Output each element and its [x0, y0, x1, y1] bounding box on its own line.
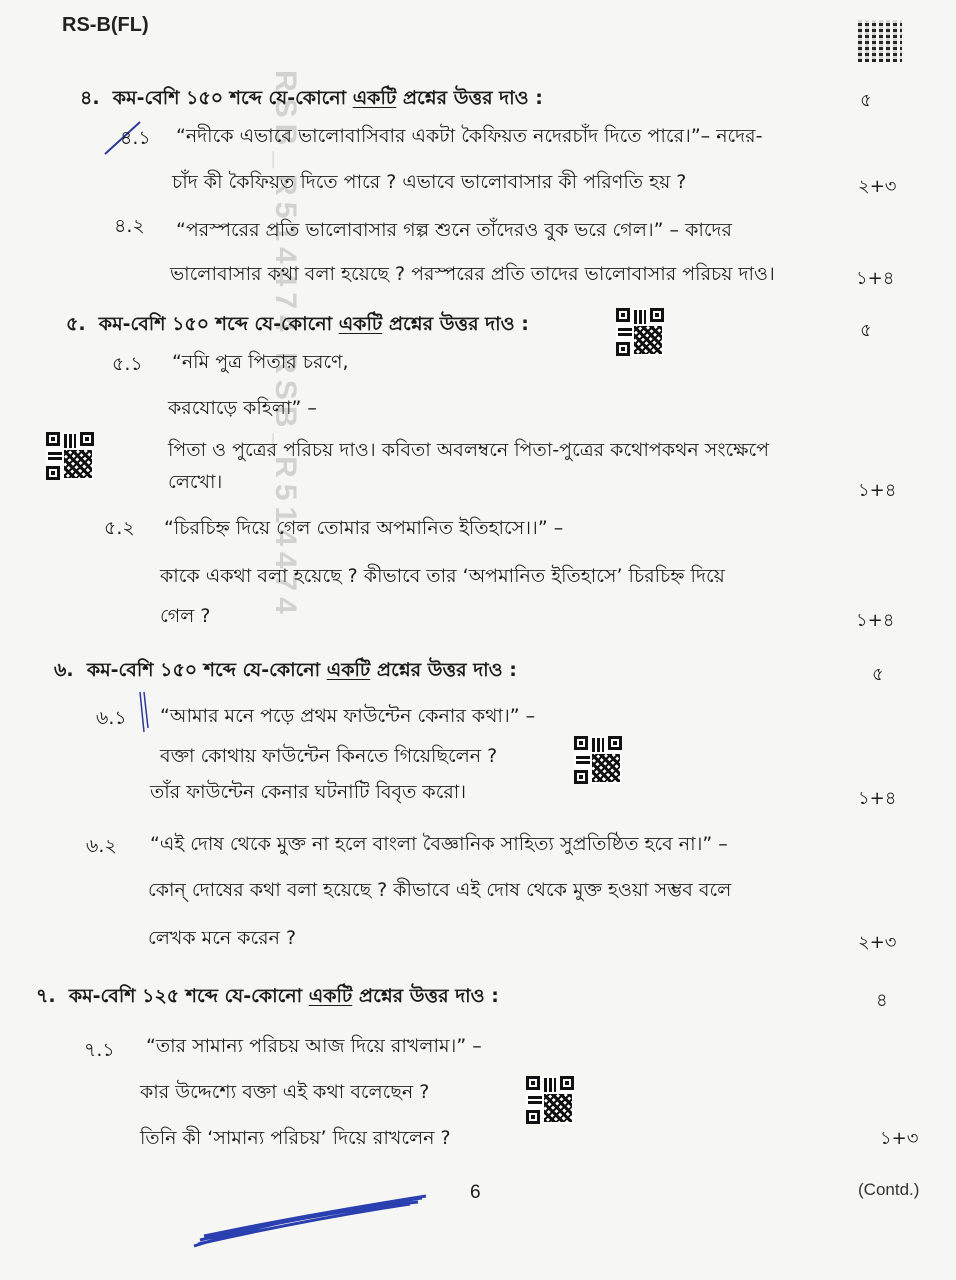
question-text: “আমার মনে পড়ে প্রথম ফাউন্টেন কেনার কথা।” – — [160, 705, 536, 727]
section-marks: ৫ — [860, 320, 872, 341]
section-7-heading: ৭. কম-বেশি ১২৫ শব্দে যে-কোনো একটি প্রশ্নের উত্তর দাও : — [36, 985, 499, 1007]
question-text: তাঁর ফাউন্টেন কেনার ঘটনাটি বিবৃত করো। — [150, 781, 467, 803]
continued-label: (Contd.) — [858, 1180, 920, 1199]
section-marks: ৪ — [876, 990, 888, 1011]
question-number: ৭.১ — [84, 1039, 115, 1061]
question-number: ৫.২ — [104, 517, 135, 539]
question-marks: ২+৩ — [858, 932, 897, 953]
question-marks: ১+৪ — [856, 610, 895, 631]
question-marks: ১+৩ — [880, 1128, 919, 1149]
question-marks: ১+৪ — [856, 268, 895, 289]
question-text: “এই দোষ থেকে মুক্ত না হলে বাংলা বৈজ্ঞানিক সাহিত্য সুপ্রতিষ্ঠিত হবে না।” – — [150, 833, 728, 855]
question-text: “চিরচিহ্ন দিয়ে গেল তোমার অপমানিত ইতিহাসে।।” – — [164, 517, 564, 539]
question-text: করযোড়ে কহিলা” – — [168, 397, 317, 419]
question-text: বক্তা কোথায় ফাউন্টেন কিনতে গিয়েছিলেন ? — [160, 745, 498, 767]
qr-code-icon — [526, 1076, 574, 1124]
question-text: পিতা ও পুত্রের পরিচয় দাও। কবিতা অবলম্বনে পিতা-পুত্রের কথোপকথন সংক্ষেপে — [168, 439, 770, 461]
question-marks: ২+৩ — [858, 176, 897, 197]
handwritten-scribble-icon — [190, 1190, 430, 1250]
question-text: “নদীকে এভাবে ভালোবাসিবার একটা কৈফিয়ত নদেরচাঁদ দিতে পারে।”– নদের- — [176, 125, 763, 147]
question-marks: ১+৪ — [858, 788, 897, 809]
question-text: গেল ? — [160, 605, 211, 627]
question-text: “পরস্পরের প্রতি ভালোবাসার গল্প শুনে তাঁদেরও বুক ভরে গেল।” – কাদের — [176, 219, 732, 241]
qr-code-icon — [574, 736, 622, 784]
page-number: 6 — [470, 1182, 481, 1203]
question-number: ৫.১ — [112, 353, 143, 375]
question-number: ৬.১ — [96, 707, 127, 729]
question-text: লেখো। — [168, 471, 223, 493]
datamatrix-code-icon — [858, 20, 902, 62]
question-text: ভালোবাসার কথা বলা হয়েছে ? পরস্পরের প্রতি তাদের ভালোবাসার পরিচয় দাও। — [170, 263, 775, 285]
section-4-heading: ৪. কম-বেশি ১৫০ শব্দে যে-কোনো একটি প্রশ্নের উত্তর দাও : — [80, 87, 543, 109]
watermark: RSB_R514474 RSB_R514474 — [269, 70, 302, 620]
question-number: ৪.১ — [120, 127, 151, 149]
question-text: “নমি পুত্র পিতার চরণে, — [172, 351, 349, 373]
question-text: তিনি কী ‘সামান্য পরিচয়’ দিয়ে রাখলেন ? — [140, 1127, 451, 1149]
question-text: কোন্ দোষের কথা বলা হয়েছে ? কীভাবে এই দোষ থেকে মুক্ত হওয়া সম্ভব বলে — [148, 879, 732, 901]
paper-code: RS-B(FL) — [62, 14, 149, 36]
qr-code-icon — [46, 432, 94, 480]
question-text: কাকে একথা বলা হয়েছে ? কীভাবে তার ‘অপমানিত ইতিহাসে’ চিরচিহ্ন দিয়ে — [160, 565, 725, 587]
section-marks: ৫ — [872, 664, 884, 685]
handwritten-mark-icon — [136, 688, 156, 738]
question-text: চাঁদ কী কৈফিয়ত দিতে পারে ? এভাবে ভালোবাসার কী পরিণতি হয় ? — [172, 171, 687, 193]
question-marks: ১+৪ — [858, 480, 897, 501]
question-number: ৬.২ — [86, 835, 117, 857]
qr-code-icon — [616, 308, 664, 356]
question-text: “তার সামান্য পরিচয় আজ দিয়ে রাখলাম।” – — [146, 1035, 482, 1057]
question-text: লেখক মনে করেন ? — [148, 927, 297, 949]
section-number: ৪. — [80, 87, 100, 109]
section-5-heading: ৫. কম-বেশি ১৫০ শব্দে যে-কোনো একটি প্রশ্নের উত্তর দাও : — [66, 313, 529, 335]
section-6-heading: ৬. কম-বেশি ১৫০ শব্দে যে-কোনো একটি প্রশ্নের উত্তর দাও : — [54, 659, 517, 681]
section-marks: ৫ — [860, 90, 872, 111]
question-text: কার উদ্দেশ্যে বক্তা এই কথা বলেছেন ? — [140, 1081, 430, 1103]
question-number: ৪.২ — [114, 215, 145, 237]
